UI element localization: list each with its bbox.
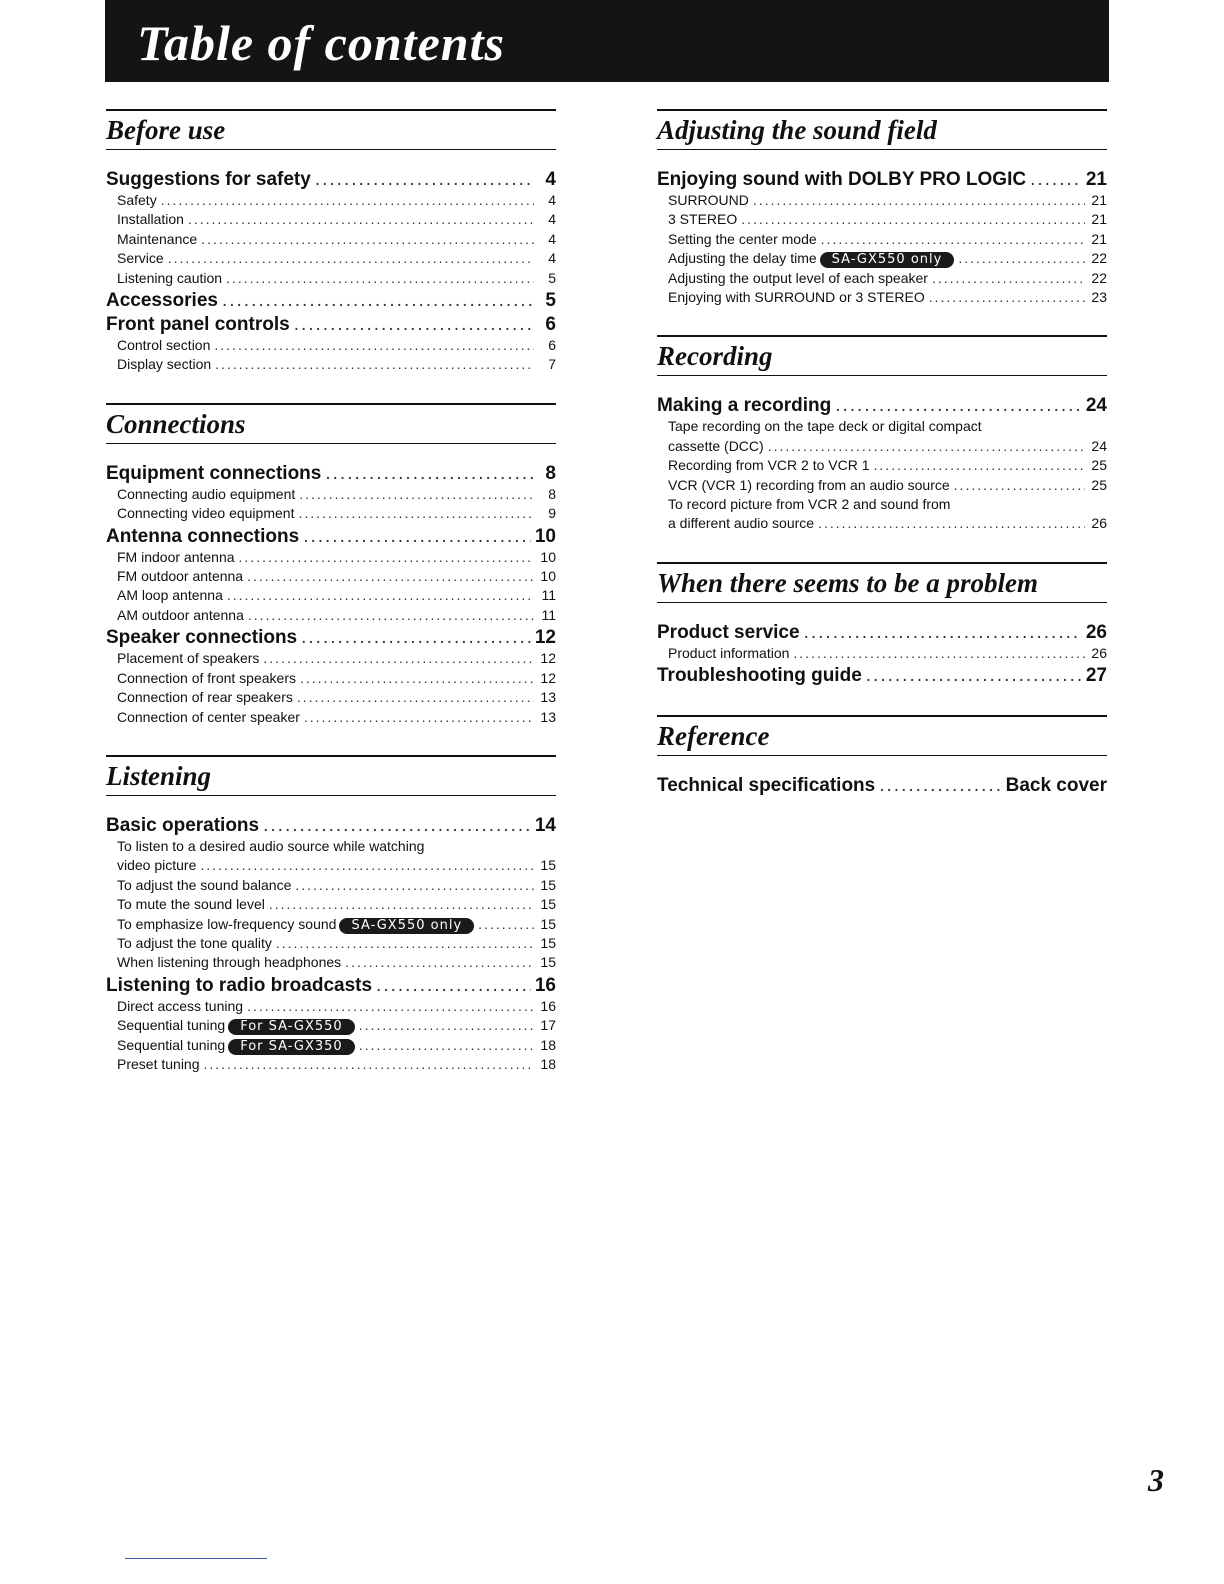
- section-title: Recording: [657, 341, 773, 372]
- entry-label-text: Front panel controls: [106, 314, 290, 336]
- model-badge: SA-GX550 only: [820, 252, 955, 268]
- toc-subentry[interactable]: [106, 485, 556, 504]
- entry-label: [117, 567, 243, 586]
- entry-label: [106, 168, 311, 191]
- toc-heading-entry[interactable]: [657, 621, 1107, 644]
- section-title: Adjusting the sound field: [657, 115, 937, 145]
- left-column: [106, 109, 556, 1102]
- toc-subentry[interactable]: [106, 934, 556, 953]
- toc-subentry[interactable]: [657, 644, 1107, 663]
- dot-leader: [818, 514, 1085, 533]
- entry-label: [117, 708, 300, 727]
- toc-subentry[interactable]: [657, 191, 1107, 210]
- entry-label: [117, 953, 341, 972]
- entry-label: [117, 997, 243, 1016]
- entry-label-text: To adjust the sound balance: [117, 876, 292, 893]
- section-title: Before use: [106, 115, 226, 145]
- dot-leader: [315, 168, 534, 191]
- toc-subentry[interactable]: [106, 895, 556, 914]
- page-ref: 6: [548, 337, 556, 354]
- page-ref: 10: [534, 525, 556, 547]
- entry-label: [117, 191, 157, 210]
- section-title: Listening: [106, 760, 212, 791]
- entry-label-text: To emphasize low-frequency sound: [117, 915, 337, 932]
- section-header: [657, 335, 1107, 376]
- page-ref: 14: [534, 814, 556, 836]
- section-when-there-seems-to-be-a-problem: [657, 562, 1107, 687]
- page-ref: 21: [1085, 169, 1107, 190]
- page-ref: 22: [1091, 269, 1107, 286]
- toc-subentry[interactable]: [106, 336, 556, 355]
- toc-subentry[interactable]: [657, 230, 1107, 249]
- toc-subentry[interactable]: [106, 210, 556, 229]
- page-ref: 15: [540, 896, 556, 913]
- entry-label: [657, 774, 875, 797]
- entry-label-text: Installation: [117, 211, 184, 228]
- section-adjusting-the-sound-field: [657, 109, 1107, 307]
- dot-leader: [247, 567, 534, 586]
- section-title: When there seems to be a problem: [657, 567, 1038, 598]
- toc-subentry[interactable]: [657, 456, 1107, 475]
- dot-leader: [929, 288, 1085, 307]
- entry-label-text: AM loop antenna: [117, 587, 223, 604]
- entry-label: [668, 288, 925, 307]
- dot-leader: [303, 525, 531, 548]
- section-reference: [657, 715, 1107, 797]
- toc-subentry[interactable]: [657, 269, 1107, 288]
- entry-label-text: Making a recording: [657, 395, 832, 417]
- entry-label-text: Product service: [657, 621, 800, 643]
- toc-subentry[interactable]: [106, 548, 556, 567]
- entry-label-text: Control section: [117, 337, 211, 354]
- toc-heading-entry[interactable]: [106, 462, 556, 485]
- page-ref: 15: [540, 915, 556, 932]
- page-ref: 22: [1091, 250, 1107, 267]
- section-header: [106, 403, 556, 444]
- dot-leader: [222, 289, 534, 312]
- toc-subentry[interactable]: [106, 708, 556, 727]
- page-ref: 17: [540, 1017, 556, 1034]
- page-ref: 24: [1085, 395, 1107, 417]
- toc-subentry[interactable]: [106, 876, 556, 895]
- page-ref: 18: [540, 1055, 556, 1072]
- entry-label: [117, 856, 196, 875]
- toc-heading-entry[interactable]: [106, 974, 556, 997]
- entry-label-text: Direct access tuning: [117, 997, 244, 1014]
- entry-label-text: video picture: [117, 857, 197, 874]
- toc-heading-entry[interactable]: [657, 774, 1107, 797]
- dot-leader: [954, 476, 1085, 495]
- section-connections: [106, 403, 556, 727]
- toc-heading-entry[interactable]: [106, 814, 556, 837]
- dot-leader: [1030, 168, 1082, 191]
- entry-label-text: To mute the sound level: [117, 896, 265, 913]
- title-banner: [105, 0, 1109, 82]
- entry-label-text: AM outdoor antenna: [117, 606, 244, 623]
- entry-label-text: Connection of front speakers: [117, 669, 296, 686]
- footer-rule: [125, 1558, 267, 1559]
- entry-label: [117, 649, 259, 668]
- page-ref: 4: [548, 230, 556, 247]
- page-ref: 10: [540, 568, 556, 585]
- page-ref: 8: [545, 462, 556, 484]
- page-ref: 13: [540, 708, 556, 725]
- entry-label: [117, 586, 223, 605]
- dot-leader: [227, 586, 534, 605]
- dot-leader: [325, 462, 534, 485]
- section-before-use: [106, 109, 556, 375]
- dot-leader: [932, 269, 1085, 288]
- toc-heading-entry[interactable]: [106, 525, 556, 548]
- dot-leader: [741, 210, 1085, 229]
- page-ref: 12: [534, 627, 556, 649]
- page-ref: 21: [1091, 211, 1107, 228]
- entry-label: [668, 269, 928, 288]
- page-ref: 25: [1091, 476, 1107, 493]
- page-ref: 15: [540, 876, 556, 893]
- entry-label: [668, 249, 954, 268]
- entry-label: [657, 621, 800, 644]
- toc-subentry[interactable]: [657, 514, 1107, 533]
- entry-label-text: Adjusting the output level of each speaker: [668, 269, 928, 286]
- entry-label: [668, 230, 817, 249]
- toc-heading-entry[interactable]: [657, 168, 1107, 191]
- toc-heading-entry[interactable]: [106, 626, 556, 649]
- entry-label: [117, 485, 295, 504]
- entry-label-text: Technical specifications: [657, 775, 876, 797]
- toc-entry-continued: To listen to a desired audio source while watching: [117, 837, 425, 854]
- entry-label: [668, 437, 764, 456]
- entry-label-text: Listening caution: [117, 269, 223, 286]
- dot-leader: [204, 1055, 535, 1074]
- toc-heading-entry[interactable]: [106, 168, 556, 191]
- dot-leader: [248, 606, 534, 625]
- entry-label-text: Connection of center speaker: [117, 708, 300, 725]
- entry-label: [106, 313, 290, 336]
- entry-label-text: Maintenance: [117, 230, 198, 247]
- entry-label: [117, 1036, 355, 1055]
- page-ref: 13: [540, 689, 556, 706]
- dot-leader: [345, 953, 534, 972]
- page-ref: 16: [540, 997, 556, 1014]
- page-ref: 4: [545, 169, 556, 190]
- entry-label-text: To adjust the tone quality: [117, 934, 272, 951]
- section-listening: [106, 755, 556, 1074]
- page-ref: 15: [540, 934, 556, 951]
- section-header: [106, 109, 556, 150]
- entry-label-text: Enjoying with SURROUND or 3 STEREO: [668, 289, 925, 306]
- entry-label: [657, 664, 862, 687]
- page-ref: Back cover: [1005, 775, 1107, 797]
- page-ref: 8: [548, 485, 556, 502]
- page-ref: 25: [1091, 457, 1107, 474]
- dot-leader: [297, 688, 534, 707]
- page-ref: 4: [548, 250, 556, 267]
- dot-leader: [215, 355, 534, 374]
- dot-leader: [276, 934, 534, 953]
- toc-subentry[interactable]: [106, 586, 556, 605]
- entry-label: [117, 934, 272, 953]
- toc-subentry[interactable]: [657, 437, 1107, 456]
- entry-label-text: When listening through headphones: [117, 954, 342, 971]
- toc-subentry[interactable]: [106, 669, 556, 688]
- dot-leader: [263, 814, 531, 837]
- dot-leader: [753, 191, 1085, 210]
- entry-label: [668, 191, 749, 210]
- dot-leader: [299, 485, 534, 504]
- toc-subentry[interactable]: [106, 1036, 556, 1055]
- toc-subentry[interactable]: [106, 1016, 556, 1035]
- section-recording: [657, 335, 1107, 533]
- entry-label-text: Placement of speakers: [117, 650, 260, 667]
- page-ref: 12: [540, 650, 556, 667]
- page-ref: 21: [1091, 192, 1107, 208]
- entry-label-text: Connecting audio equipment: [117, 485, 296, 502]
- toc-subentry[interactable]: [106, 504, 556, 523]
- entry-label: [106, 525, 299, 548]
- entry-label-text: Listening to radio broadcasts: [106, 974, 373, 996]
- section-title: Reference: [657, 721, 770, 752]
- page-ref: 26: [1085, 621, 1107, 643]
- entry-label-text: Adjusting the delay time: [668, 250, 817, 267]
- section-header: [657, 562, 1107, 603]
- toc-subentry[interactable]: [106, 606, 556, 625]
- entry-label: [668, 644, 789, 663]
- toc-heading-entry[interactable]: [657, 394, 1107, 417]
- entry-label-text: Connection of rear speakers: [117, 689, 293, 706]
- toc-subentry[interactable]: [106, 915, 556, 934]
- page-ref: 11: [541, 606, 556, 623]
- section-header: [106, 755, 556, 796]
- dot-leader: [359, 1016, 534, 1035]
- entry-label: [117, 876, 291, 895]
- page-ref: 18: [540, 1036, 556, 1053]
- dot-leader: [793, 644, 1085, 663]
- entry-label: [117, 669, 296, 688]
- page-ref: 16: [534, 974, 556, 996]
- entry-label-text: Enjoying sound with DOLBY PRO LOGIC: [657, 169, 1027, 190]
- toc-subentry[interactable]: [106, 567, 556, 586]
- dot-leader: [301, 626, 531, 649]
- toc-subentry[interactable]: [657, 288, 1107, 307]
- entry-label: [668, 210, 737, 229]
- section-header: [657, 109, 1107, 150]
- section-header: [657, 715, 1107, 756]
- toc-subentry[interactable]: [106, 355, 556, 374]
- dot-leader: [866, 664, 1082, 687]
- entry-label-text: Connecting video equipment: [117, 505, 295, 522]
- entry-label-text: FM outdoor antenna: [117, 568, 244, 585]
- page-ref: 5: [545, 290, 556, 312]
- entry-label-text: Preset tuning: [117, 1055, 200, 1072]
- toc-subentry[interactable]: [106, 191, 556, 210]
- dot-leader: [214, 336, 534, 355]
- entry-label: [117, 895, 265, 914]
- dot-leader: [168, 249, 534, 268]
- page-ref: 4: [548, 211, 556, 228]
- entry-label: [117, 915, 474, 934]
- entry-label-text: Antenna connections: [106, 525, 300, 547]
- page-ref: 12: [540, 669, 556, 686]
- dot-leader: [188, 210, 534, 229]
- entry-label-text: Setting the center mode: [668, 230, 817, 247]
- page-ref: 10: [540, 548, 556, 565]
- toc-subentry[interactable]: [657, 249, 1107, 268]
- toc-heading-entry[interactable]: [106, 289, 556, 312]
- page-ref: 6: [545, 314, 556, 336]
- entry-label: [657, 168, 1026, 191]
- page-ref: 4: [548, 192, 556, 208]
- entry-label: [117, 606, 244, 625]
- toc-heading-entry[interactable]: [657, 664, 1107, 687]
- entry-label: [657, 394, 831, 417]
- entry-label-text: cassette (DCC): [668, 437, 764, 454]
- dot-leader: [247, 997, 534, 1016]
- entry-label: [117, 1016, 355, 1035]
- entry-label-text: Speaker connections: [106, 627, 298, 649]
- entry-label: [106, 974, 372, 997]
- dot-leader: [295, 876, 534, 895]
- page-ref: 15: [540, 954, 556, 971]
- entry-label: [117, 688, 293, 707]
- dot-leader: [478, 915, 534, 934]
- toc-entry-continued: Tape recording on the tape deck or digital compact: [668, 418, 982, 435]
- page-ref: 21: [1091, 230, 1107, 247]
- dot-leader: [201, 230, 534, 249]
- toc-subentry[interactable]: [657, 210, 1107, 229]
- toc-subentry[interactable]: [106, 649, 556, 668]
- entry-label-text: Safety: [117, 192, 157, 208]
- entry-label: [117, 230, 197, 249]
- entry-label: [117, 504, 294, 523]
- toc-heading-entry[interactable]: [106, 313, 556, 336]
- dot-leader: [263, 649, 534, 668]
- model-badge: SA-GX550 only: [339, 918, 474, 934]
- model-badge: For SA-GX550: [228, 1019, 355, 1035]
- dot-leader: [239, 548, 534, 567]
- dot-leader: [161, 191, 534, 210]
- entry-label-text: Service: [117, 250, 164, 267]
- entry-label: [668, 476, 950, 495]
- entry-label-text: SURROUND: [668, 192, 749, 208]
- dot-leader: [269, 895, 534, 914]
- dot-leader: [835, 394, 1082, 417]
- page-ref: 23: [1091, 289, 1107, 306]
- page-ref: 5: [548, 269, 556, 286]
- page-number: 3: [1148, 1462, 1164, 1498]
- entry-label: [117, 269, 222, 288]
- page-title: Table of contents: [137, 15, 505, 71]
- section-title: Connections: [106, 408, 246, 439]
- entry-label: [117, 336, 210, 355]
- right-column: [657, 109, 1107, 825]
- dot-leader: [294, 313, 534, 336]
- entry-label-text: Sequential tuning: [117, 1017, 226, 1034]
- entry-label-text: Recording from VCR 2 to VCR 1: [668, 457, 870, 474]
- entry-label-text: Troubleshooting guide: [657, 665, 862, 687]
- entry-label-text: Suggestions for safety: [106, 169, 311, 190]
- page-ref: 27: [1085, 665, 1107, 687]
- dot-leader: [304, 708, 534, 727]
- entry-label: [106, 289, 218, 312]
- toc-subentry[interactable]: [106, 230, 556, 249]
- entry-label-text: VCR (VCR 1) recording from an audio source: [668, 476, 950, 493]
- entry-label-text: Sequential tuning: [117, 1036, 226, 1053]
- entry-label-text: FM indoor antenna: [117, 548, 235, 565]
- dot-leader: [200, 856, 534, 875]
- entry-label-text: a different audio source: [668, 515, 815, 532]
- page-ref: 15: [540, 857, 556, 874]
- page-ref: 26: [1091, 644, 1107, 661]
- entry-label: [117, 355, 211, 374]
- entry-label-text: Basic operations: [106, 814, 260, 836]
- entry-label-text: 3 STEREO: [668, 211, 738, 228]
- toc-subentry[interactable]: [106, 997, 556, 1016]
- dot-leader: [821, 230, 1085, 249]
- toc-subentry[interactable]: [106, 269, 556, 288]
- toc-subentry[interactable]: [106, 953, 556, 972]
- entry-label-text: Display section: [117, 356, 212, 373]
- page-ref: 11: [541, 587, 556, 604]
- entry-label-text: Accessories: [106, 290, 218, 312]
- dot-leader: [376, 974, 531, 997]
- dot-leader: [804, 621, 1082, 644]
- dot-leader: [768, 437, 1085, 456]
- toc-subentry[interactable]: [106, 249, 556, 268]
- toc-subentry[interactable]: [106, 1055, 556, 1074]
- page-ref: 9: [548, 505, 556, 522]
- dot-leader: [226, 269, 534, 288]
- entry-label: [117, 1055, 200, 1074]
- entry-label: [117, 548, 235, 567]
- entry-label-text: Product information: [668, 644, 790, 661]
- page-ref: 7: [548, 356, 556, 373]
- entry-label: [668, 456, 870, 475]
- dot-leader: [958, 249, 1085, 268]
- page-ref: 24: [1091, 437, 1107, 454]
- toc-subentry[interactable]: [106, 856, 556, 875]
- dot-leader: [298, 504, 534, 523]
- dot-leader: [300, 669, 534, 688]
- entry-label-text: Equipment connections: [106, 462, 322, 484]
- dot-leader: [359, 1036, 534, 1055]
- page-ref: 26: [1091, 515, 1107, 532]
- entry-label: [117, 249, 164, 268]
- toc-subentry[interactable]: [657, 476, 1107, 495]
- entry-label: [668, 514, 814, 533]
- entry-label: [117, 210, 184, 229]
- dot-leader: [874, 456, 1085, 475]
- toc-subentry[interactable]: [106, 688, 556, 707]
- toc-entry-continued: To record picture from VCR 2 and sound from: [668, 496, 951, 513]
- entry-label: [106, 814, 259, 837]
- entry-label: [106, 626, 297, 649]
- model-badge: For SA-GX350: [228, 1039, 355, 1055]
- entry-label: [106, 462, 321, 485]
- dot-leader: [879, 774, 1001, 797]
